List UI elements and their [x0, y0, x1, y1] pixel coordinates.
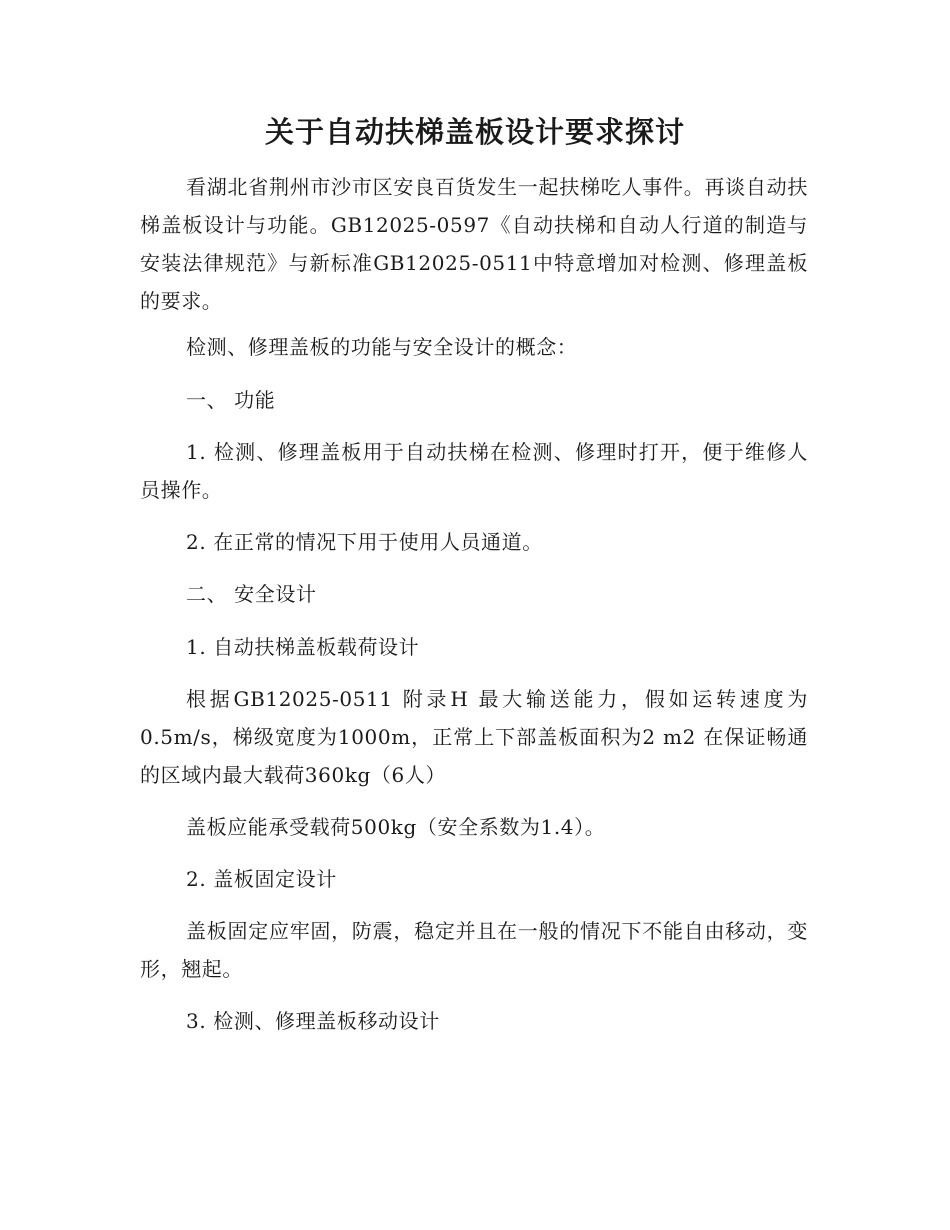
section-heading-function: 一、 功能 — [186, 388, 276, 412]
intro-paragraph: 看湖北省荆州市沙市区安良百货发生一起扶梯吃人事件。再谈自动扶梯盖板设计与功能。GB12025-0597《自动扶梯和自动人行道的制造与安装法律规范》与新标准GB12025-0511中特意增加对检测、修理盖板的要求。 — [140, 175, 808, 313]
section-heading-safety: 二、 安全设计 — [186, 582, 317, 606]
fixing-design-paragraph: 盖板固定应牢固，防震，稳定并且在一般的情况下不能自由移动，变形，翘起。 — [140, 919, 808, 981]
load-design-paragraph: 根据GB12025-0511 附录H 最大输送能力，假如运转速度为0.5m/s，梯级宽度为1000m，正常上下部盖板面积为2 m2 在保证畅通的区域内最大载荷360kg（6人） — [140, 687, 808, 787]
function-item-1: 1. 检测、修理盖板用于自动扶梯在检测、修理时打开，便于维修人员操作。 — [140, 440, 808, 502]
safety-item-1-heading: 1. 自动扶梯盖板载荷设计 — [186, 635, 420, 659]
safety-item-3-heading: 3. 检测、修理盖板移动设计 — [186, 1009, 440, 1033]
safety-item-2-heading: 2. 盖板固定设计 — [186, 867, 337, 891]
concept-paragraph: 检测、修理盖板的功能与安全设计的概念： — [186, 335, 578, 359]
load-capacity-paragraph: 盖板应能承受载荷500kg（安全系数为1.4）。 — [186, 815, 606, 839]
function-item-2: 2. 在正常的情况下用于使用人员通道。 — [186, 530, 543, 554]
document-title: 关于自动扶梯盖板设计要求探讨 — [264, 115, 685, 149]
